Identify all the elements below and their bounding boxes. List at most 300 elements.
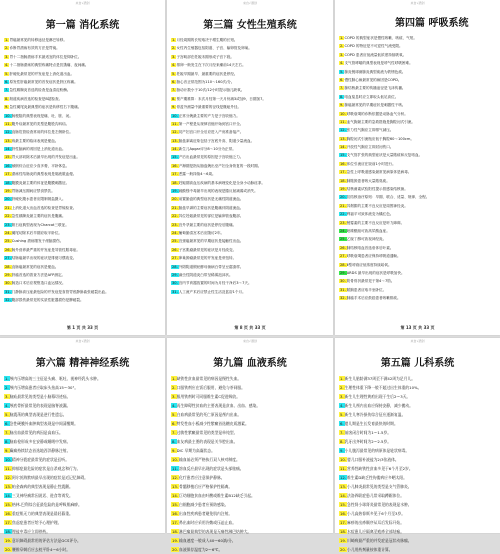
item-number-highlight: 4. — [340, 403, 344, 408]
item-text: 婴儿期是生长发育最快的时期。 — [344, 421, 398, 426]
list-item — [4, 187, 161, 195]
item-number-highlight: 24. — [172, 230, 178, 235]
item-number-highlight: 14. — [340, 145, 346, 150]
item-number-highlight: 21. — [172, 205, 178, 210]
item-list — [0, 36, 165, 305]
item-text: 开放性气胸应立即封闭伤口。 — [346, 145, 394, 150]
item-text: 脑疝最常见的类型是小脑幕切迹疝。 — [9, 394, 71, 399]
item-text: 吡嗪酰胺可致高尿酸血症。 — [346, 228, 390, 233]
item-number-highlight: 4. — [340, 61, 344, 66]
item-number-highlight: 4. — [172, 63, 176, 68]
document-page-2 — [167, 0, 333, 335]
item-number-highlight: 20. — [172, 197, 178, 202]
item-number-highlight: 30. — [340, 279, 346, 284]
item-number-highlight: 5. — [172, 71, 176, 76]
item-text: 宫外孕最主要的症状是停经后腹痛。 — [178, 222, 237, 227]
item-text: 宫颈癌最常见的早期症状是接触性出血。 — [178, 239, 244, 244]
item-text: 法洛四联症患儿常采取蹲踞体位。 — [347, 493, 404, 498]
item-text: 生理性体重下降一般不超过出生体重的10%。 — [344, 385, 422, 390]
item-text: 直肠肛管检查常用的体位是左侧卧位。 — [11, 130, 73, 135]
list-item — [171, 482, 329, 491]
item-text: 重症肌无力的典型表现是晨轻暮重。 — [12, 511, 73, 516]
item-number-highlight: 28. — [340, 262, 346, 267]
item-number-highlight: 8. — [172, 439, 176, 444]
page-footer: 第 13 页 共 33 页 — [400, 325, 435, 330]
list-item — [171, 204, 329, 212]
item-text: 子宫肌瘤最常见的症状是月经改变。 — [178, 247, 237, 252]
item-number-highlight: 7. — [172, 88, 176, 93]
list-item — [171, 70, 329, 78]
item-number-highlight: 20. — [5, 197, 11, 202]
item-number-highlight: 3. — [5, 394, 9, 399]
item-text: 腹部损伤最常见的实质性脏器损伤是脾破裂。 — [11, 298, 84, 303]
item-text: 阑尾切除术后早期应取半卧位。 — [11, 230, 63, 235]
item-number-highlight: 6. — [340, 77, 344, 82]
item-number-highlight: 16. — [5, 511, 12, 516]
item-number-highlight: 15. — [172, 155, 178, 160]
item-text: COPD 患者应低流量低浓度持续吸氧。 — [344, 52, 407, 57]
list-item — [4, 419, 161, 428]
list-item — [4, 392, 161, 401]
item-text: 呼吸衰竭的诊断依据是动脉血气分析。 — [346, 111, 408, 116]
item-list — [167, 36, 333, 296]
item-text: 胃癌最常见的转移途径是淋巴转移。 — [9, 38, 67, 42]
item-text: 血气胸最主要的急救措施是胸腔闭式引流。 — [346, 119, 415, 124]
item-number-highlight: 1. — [5, 38, 9, 42]
item-list — [0, 374, 165, 554]
list-item — [171, 36, 329, 44]
item-number-highlight: 13. — [5, 484, 12, 489]
item-number-highlight: 19. — [340, 187, 346, 192]
item-text: DIC 早期为高凝状态。 — [176, 448, 215, 453]
document-page-5 — [167, 338, 333, 552]
item-text: 输血速度一般成人40～60滴/分。 — [179, 538, 236, 543]
item-number-highlight: 12. — [340, 128, 346, 133]
item-text: 鼻出血时应采用冷敷或压迫止血。 — [179, 520, 236, 525]
list-item — [171, 229, 329, 237]
list-item — [339, 527, 496, 536]
item-text: 三叉神经痛常因说话、进食等诱发。 — [12, 493, 73, 498]
item-text: 肠梗阻的典型表现是痛、吐、胀、闭。 — [11, 113, 73, 118]
item-text: 麻疹的出疹顺序从耳后发际开始。 — [347, 520, 404, 525]
item-number-highlight: 31. — [340, 287, 346, 292]
item-number-highlight: 11. — [340, 119, 346, 124]
item-number-highlight: 14. — [172, 147, 178, 152]
item-text: 巨幼细胞贫血由叶酸或维生素B12缺乏引起。 — [179, 493, 255, 498]
item-number-highlight: 14. — [5, 147, 11, 152]
list-item — [4, 410, 161, 419]
item-number-highlight: 2. — [340, 385, 344, 390]
item-number-highlight: 18. — [5, 180, 11, 185]
list-item — [4, 500, 161, 509]
item-text: 出血性疾病患者避免肌内注射。 — [179, 511, 233, 516]
item-number-highlight: 4. — [5, 63, 9, 68]
item-number-highlight: 2. — [172, 46, 176, 51]
item-text: 胎盘早剥的主要症状是腹痛伴阴道流血。 — [178, 205, 244, 210]
list-item — [339, 51, 496, 59]
list-item — [171, 428, 329, 437]
item-number-highlight: 18. — [5, 529, 12, 534]
item-number-highlight: 20. — [340, 195, 346, 200]
item-text: 急性阑尾炎最典型的症状是转移性右下腹痛。 — [9, 105, 82, 110]
item-number-highlight: 27. — [340, 254, 346, 259]
list-item — [4, 103, 161, 111]
list-item — [4, 137, 161, 145]
item-text: 硫酸镁中毒最早出现的表现是膝反射减弱或消失。 — [178, 189, 258, 194]
item-number-highlight: 5. — [5, 71, 9, 76]
item-number-highlight: 25. — [5, 239, 11, 244]
item-number-highlight: 6. — [5, 79, 9, 84]
list-item — [4, 428, 161, 437]
item-text: COPD 的典型症状是慢性咳嗽、咳痰、气短。 — [344, 36, 417, 40]
list-item — [339, 34, 496, 42]
list-item — [171, 500, 329, 509]
item-text: 癫痫持续状态首选地西泮静脉注射。 — [9, 448, 71, 453]
list-item — [339, 177, 496, 185]
item-text: 直肠癌最常见的症状是便血。 — [11, 264, 59, 269]
item-text: 口服铁剂应在饭后服用，避免与茶同服。 — [176, 385, 245, 390]
list-item — [339, 193, 496, 201]
item-text: 阿尔茨海默病最早出现的症状是近记忆障碍。 — [12, 475, 88, 480]
item-number-highlight: 7. — [5, 88, 9, 93]
item-text: 肝硬化最常见的并发症是上消化道出血。 — [9, 71, 75, 76]
list-item — [339, 518, 496, 527]
list-item — [339, 68, 496, 76]
item-number-highlight: 9. — [340, 103, 344, 108]
item-number-highlight: 11. — [340, 466, 347, 471]
item-text: 胎心音正常范围为110～160次/分。 — [176, 79, 235, 84]
item-text: 胸腔闭式引流瓶应低于胸腔60～100cm。 — [346, 136, 414, 141]
item-number-highlight: 5. — [340, 69, 344, 74]
list-item — [339, 392, 496, 401]
list-item — [4, 271, 161, 279]
item-list — [335, 34, 500, 303]
item-text: 产褥期是指从胎盘娩出至产妇全身恢复的一段时期。 — [178, 163, 262, 168]
item-number-highlight: 3. — [172, 54, 176, 59]
list-item — [171, 545, 329, 554]
list-item — [339, 84, 496, 92]
list-item — [4, 120, 161, 128]
item-text: 外阴阴道假丝酵母菌病白带呈豆腐渣样。 — [178, 264, 244, 269]
list-item — [339, 419, 496, 428]
item-text: 溃疡性结肠炎的典型表现是黏液脓血便。 — [11, 172, 77, 177]
item-text: 急性胰腺炎首选的检查是血清淀粉酶。 — [9, 88, 71, 93]
page-footer: 第 8 页 共 33 页 — [234, 325, 266, 330]
list-item — [4, 279, 161, 287]
item-text: 脓胸患者应取半坐卧位。 — [346, 287, 387, 292]
item-number-highlight: 19. — [172, 538, 179, 543]
item-number-highlight: 26. — [340, 245, 346, 250]
item-number-highlight: 9. — [5, 448, 9, 453]
item-number-highlight: 8. — [340, 94, 344, 99]
item-text: 血友病最主要的表现是关节腔出血。 — [176, 439, 238, 444]
list-item — [339, 59, 496, 67]
list-item — [339, 160, 496, 168]
list-item — [171, 246, 329, 254]
item-text: 颅底骨折最常见的表现是脑脊液漏。 — [9, 403, 71, 408]
item-number-highlight: 13. — [340, 484, 347, 489]
item-number-highlight: 13. — [172, 138, 178, 143]
list-item — [171, 473, 329, 482]
item-number-highlight: 16. — [5, 163, 11, 168]
page-header: 来自√酒剑 — [75, 1, 90, 5]
item-number-highlight: 10. — [340, 111, 346, 116]
item-text: 体位引流应在饭前1小时进行。 — [346, 161, 396, 166]
list-item — [4, 491, 161, 500]
list-item — [4, 527, 161, 536]
item-number-highlight: 20. — [172, 547, 179, 552]
item-number-highlight: 8. — [340, 439, 344, 444]
item-text: 胎盘剥离征象包括子宫底升高、阴道少量流血。 — [178, 138, 255, 143]
list-item — [339, 500, 496, 509]
item-text: 小儿腹泻最常见的病原体是轮状病毒。 — [344, 448, 410, 453]
list-item — [4, 36, 161, 44]
list-item — [171, 392, 329, 401]
item-number-highlight: 1. — [340, 36, 344, 40]
item-number-highlight: 1. — [172, 38, 176, 42]
item-text: 慢性肺心病最常见的病因是COPD。 — [344, 77, 402, 82]
list-item — [4, 128, 161, 136]
item-text: 维生素D缺乏性佝偻病应多晒太阳。 — [347, 475, 407, 480]
item-text: 急性上呼吸道感染最常见病原体是病毒。 — [346, 170, 412, 175]
item-number-highlight: 1. — [5, 376, 9, 381]
list-item — [339, 464, 496, 473]
item-number-highlight: 23. — [340, 220, 346, 225]
list-item — [339, 383, 496, 392]
item-text: 骨盆外测量中最重要的径线是骶耻外径。 — [176, 105, 242, 110]
list-item — [339, 261, 496, 269]
item-number-highlight: 2. — [5, 385, 9, 390]
list-item — [4, 254, 161, 262]
list-item — [339, 269, 496, 277]
list-item — [171, 288, 329, 296]
item-text: 宫内节育器放置的时间为月经干净后3～7天。 — [178, 281, 252, 286]
item-number-highlight: 12. — [5, 130, 11, 135]
list-item — [4, 473, 161, 482]
list-item — [4, 44, 161, 52]
item-text: 营养性缺铁性贫血多见于6个月至2岁。 — [347, 466, 413, 471]
item-list — [167, 374, 333, 554]
item-number-highlight: 29. — [340, 270, 346, 275]
item-text: 肺结核最主要的传播途径是飞沫传播。 — [344, 86, 406, 91]
item-text: ARDS 最早出现的症状是呼吸加快。 — [346, 270, 405, 275]
list-item — [4, 53, 161, 61]
item-number-highlight: 3. — [172, 394, 176, 399]
list-item — [171, 437, 329, 446]
item-text: 小儿肺炎最常见的类型是支气管肺炎。 — [347, 484, 412, 489]
list-item — [171, 491, 329, 500]
item-number-highlight: 13. — [172, 484, 179, 489]
item-number-highlight: 19. — [5, 538, 12, 543]
list-item — [171, 103, 329, 111]
item-text: 张力性气胸应立即排气减压。 — [346, 128, 394, 133]
item-number-highlight: 9. — [340, 448, 344, 453]
list-item — [171, 401, 329, 410]
item-number-highlight: 22. — [172, 214, 178, 219]
item-number-highlight: 26. — [5, 247, 11, 252]
page-header: 来自√酒剑 — [410, 1, 425, 5]
list-item — [171, 374, 329, 383]
item-number-highlight: 27. — [5, 256, 11, 261]
list-item — [4, 536, 161, 545]
item-text: Ⅱ型呼衰应低浓度持续给氧。 — [346, 262, 392, 267]
list-item — [171, 44, 329, 52]
item-text: 意识障碍最常用的评估方法是GCS评分。 — [12, 538, 81, 543]
list-item — [4, 61, 161, 69]
item-text: 输血前必须严格执行双人核对制度。 — [179, 457, 240, 462]
list-item — [171, 112, 329, 120]
item-text: 前囟闭合时间为1～1.5岁。 — [344, 430, 392, 435]
item-text: 抗结核治疗原则：早期、联合、适量、规律、全程。 — [346, 195, 430, 200]
item-text: 十二指肠溃疡的典型疼痛特点是饥饿痛、夜间痛。 — [9, 63, 89, 68]
item-number-highlight: 10. — [172, 457, 179, 462]
list-item — [4, 162, 161, 170]
item-number-highlight: 10. — [340, 457, 347, 462]
item-number-highlight: 16. — [172, 163, 178, 168]
list-item — [4, 170, 161, 178]
item-number-highlight: 11. — [172, 466, 179, 471]
item-text: 门静脉高压症最危险的并发症是食管胃底静脉曲张破裂出血。 — [11, 289, 109, 294]
item-text: 白细胞减少患者应预防感染。 — [179, 502, 229, 507]
item-text: 新生儿Apgar评分8～10分为正常。 — [178, 147, 236, 152]
item-text: 初产妇宫口开全后应进入产房准备接产。 — [178, 130, 244, 135]
list-item — [171, 383, 329, 392]
chapter-title: 第五篇 儿科系统 — [380, 358, 455, 369]
item-text: 腰椎穿刺后应去枕平卧4～6小时。 — [12, 547, 71, 552]
list-item — [4, 179, 161, 187]
item-number-highlight: 6. — [5, 421, 9, 426]
item-text: 腹外疝最常见的类型是腹股沟斜疝。 — [11, 121, 70, 126]
list-item — [171, 128, 329, 136]
page-footer: 第 1 页 共 33 页 — [66, 325, 99, 330]
item-text: 白血病最常见的死亡原因是颅内出血。 — [176, 412, 242, 417]
item-number-highlight: 19. — [172, 189, 178, 194]
item-number-highlight: 26. — [172, 247, 178, 252]
list-item — [4, 288, 161, 296]
item-text: 特发性血小板减少性紫癜首选糖皮质激素。 — [176, 421, 249, 426]
document-page-3 — [335, 0, 500, 335]
item-number-highlight: 17. — [5, 172, 11, 177]
item-number-highlight: 6. — [172, 79, 176, 84]
item-text: 卵巢肿瘤最常见的并发症是蒂扭转。 — [178, 256, 237, 261]
item-number-highlight: 1. — [340, 376, 344, 381]
item-number-highlight: 2. — [340, 44, 344, 49]
list-item — [4, 78, 161, 86]
list-item — [171, 187, 329, 195]
item-number-highlight: 10. — [172, 113, 178, 118]
item-text: 原发性肝癌最常见的首发症状是肝区疼痛。 — [9, 79, 78, 84]
item-number-highlight: 7. — [340, 430, 344, 435]
item-number-highlight: 2. — [5, 46, 9, 51]
item-number-highlight: 16. — [172, 511, 179, 516]
item-text: 肝性脑病的诱因是上消化道出血。 — [11, 147, 66, 152]
list-item — [339, 428, 496, 437]
item-text: 滴虫性阴道炎白带呈稀薄泡沫状。 — [178, 272, 233, 277]
list-item — [339, 135, 496, 143]
list-item — [339, 252, 496, 260]
item-text: 胃大部切除术后最早出现的并发症是出血。 — [11, 155, 80, 160]
list-item — [4, 383, 161, 392]
item-number-highlight: 27. — [172, 256, 178, 261]
list-item — [4, 212, 161, 220]
list-item — [339, 455, 496, 464]
item-number-highlight: 11. — [172, 121, 178, 126]
item-text: 缺铁性贫血最常见的病因是慢性失血。 — [176, 376, 242, 381]
document-page-1 — [0, 0, 165, 335]
item-number-highlight: 23. — [5, 222, 11, 227]
list-item — [171, 170, 329, 178]
item-text: 女性内生殖器包括阴道、子宫、输卵管及卵巢。 — [176, 46, 252, 51]
item-text: 利福平可致体液变为橘红色。 — [346, 212, 394, 217]
list-item — [4, 145, 161, 153]
item-text: 恶露一般持续4～6周。 — [178, 172, 216, 177]
list-item — [339, 235, 496, 243]
list-item — [339, 101, 496, 109]
list-item — [4, 112, 161, 120]
list-item — [171, 212, 329, 220]
list-item — [4, 455, 161, 464]
item-number-highlight: 9. — [172, 448, 176, 453]
list-item — [171, 254, 329, 262]
list-item — [4, 482, 161, 491]
item-number-highlight: 32. — [5, 298, 11, 303]
page-header: 来自√酒剑 — [410, 339, 425, 343]
item-text: 结肠癌最早出现的症状是排便习惯改变。 — [11, 256, 77, 261]
item-number-highlight: 15. — [5, 502, 12, 507]
item-text: 急性硬膜外血肿典型表现是中间清醒期。 — [9, 421, 78, 426]
list-item — [171, 263, 329, 271]
item-text: 水痘患儿应隔离至疱疹全部结痂。 — [347, 529, 404, 534]
list-item — [339, 491, 496, 500]
list-item — [4, 195, 161, 203]
list-item — [4, 86, 161, 94]
list-item — [339, 545, 496, 554]
item-number-highlight: 12. — [5, 475, 12, 480]
item-text: 再生障碍性贫血的主要表现是贫血、出血、感染。 — [176, 403, 261, 408]
item-text: 子宫峡部在妊娠末期形成子宫下段。 — [176, 54, 234, 59]
list-item — [339, 286, 496, 294]
item-number-highlight: 17. — [340, 170, 346, 175]
list-item — [339, 227, 496, 235]
list-item — [339, 143, 496, 151]
list-item — [171, 162, 329, 170]
item-number-highlight: 21. — [340, 203, 346, 208]
item-number-highlight: 20. — [5, 547, 12, 552]
item-text: 月经周期的长短取决于增生期的长短。 — [176, 38, 238, 42]
item-text: 新生儿胎龄满37周至不满42周为足月儿。 — [344, 376, 416, 381]
list-item — [4, 464, 161, 473]
list-item — [171, 221, 329, 229]
chapter-title: 第一篇 消化系统 — [45, 20, 120, 31]
item-text: 化疗患者应注意保护静脉。 — [179, 475, 225, 480]
list-item — [171, 53, 329, 61]
list-item — [171, 95, 329, 103]
list-item — [4, 374, 161, 383]
item-text: 上消化道大出血首选的检查是胃镜检查。 — [11, 205, 77, 210]
item-number-highlight: 18. — [340, 529, 347, 534]
item-text: 痔最主要的临床表现是便血。 — [11, 138, 59, 143]
item-number-highlight: 7. — [5, 430, 9, 435]
chapter-title: 第六篇 精神神经系统 — [35, 358, 130, 369]
list-item — [171, 237, 329, 245]
item-number-highlight: 14. — [172, 493, 179, 498]
item-number-highlight: 11. — [5, 466, 12, 471]
item-number-highlight: 30. — [5, 281, 11, 286]
item-number-highlight: 3. — [5, 54, 9, 59]
list-item — [171, 279, 329, 287]
item-number-highlight: 6. — [340, 421, 344, 426]
item-number-highlight: 15. — [5, 155, 11, 160]
